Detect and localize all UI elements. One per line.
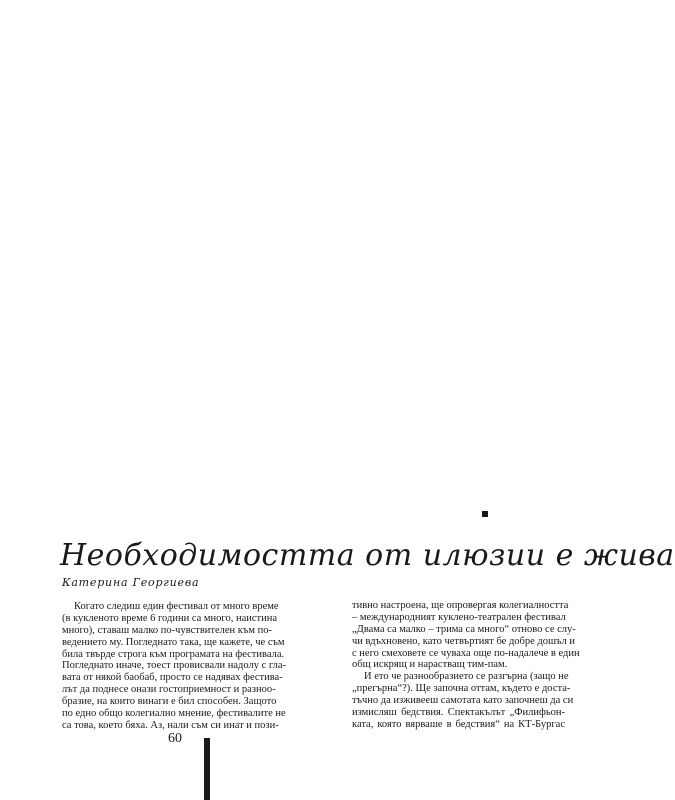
text-line: чи вдъхновено, като четвъртият бе добре дошъл и xyxy=(352,635,576,647)
text-line: тивно настроена, ще опровергая колегиалността xyxy=(352,600,569,611)
left-text-column xyxy=(62,601,287,732)
decorative-vertical-bar xyxy=(204,738,210,800)
text-line: (в кукленото време 6 години са много, наистина xyxy=(62,612,278,624)
text-line: „прегърна“?). Ще започна оттам, където е доста- xyxy=(352,683,571,695)
article-title: Необходимостта от илюзии е жива xyxy=(60,538,675,573)
text-line: общ искрящ и нарастващ тим-пам. xyxy=(352,659,508,671)
text-line: ката, която вярваше в бедствия“ на КТ-Бургас xyxy=(352,718,565,730)
text-line: Погледнато иначе, тоест провисвали надолу с гла- xyxy=(62,660,287,672)
article-author: Катерина Георгиева xyxy=(62,576,200,589)
decorative-square xyxy=(482,511,488,517)
text-line: Когато следиш един фестивал от много време xyxy=(74,601,279,612)
text-line: с него смеховете се чуваха още по-надалече в един xyxy=(352,647,580,659)
text-line: била твърде строга към програмата на фестивала. xyxy=(62,648,285,660)
text-line: измисляш бедствия. Спектакълът „Филифьон- xyxy=(352,707,565,719)
text-line: „Двама са малко – трима са много“ отново се слу- xyxy=(352,623,576,635)
text-line: са това, което бяха. Аз, нали съм си инат и пози- xyxy=(62,719,279,731)
text-line: вата от някой баобаб, просто се надявах фестива- xyxy=(62,672,283,684)
text-line: по едно общо колегиално мнение, фестивалите не xyxy=(62,708,286,720)
text-line: бразие, на които винаги е бил способен. Защото xyxy=(62,696,277,708)
text-line: – международният куклено-театрален фестивал xyxy=(352,611,566,623)
text-line: много), ставаш малко по-чувствителен към по- xyxy=(62,624,272,636)
text-line: тъчно да изживееш самотата като започнеш да си xyxy=(352,695,574,707)
right-text-column xyxy=(352,600,580,731)
text-line: И ето че разнообразието се разгърна (защо не xyxy=(364,671,569,683)
text-line: лът да поднесе онази гостоприемност и разноо- xyxy=(62,684,276,696)
text-line: ведението му. Погледнато така, ще кажете, че съм xyxy=(62,636,285,648)
page-number: 60 xyxy=(168,731,182,746)
